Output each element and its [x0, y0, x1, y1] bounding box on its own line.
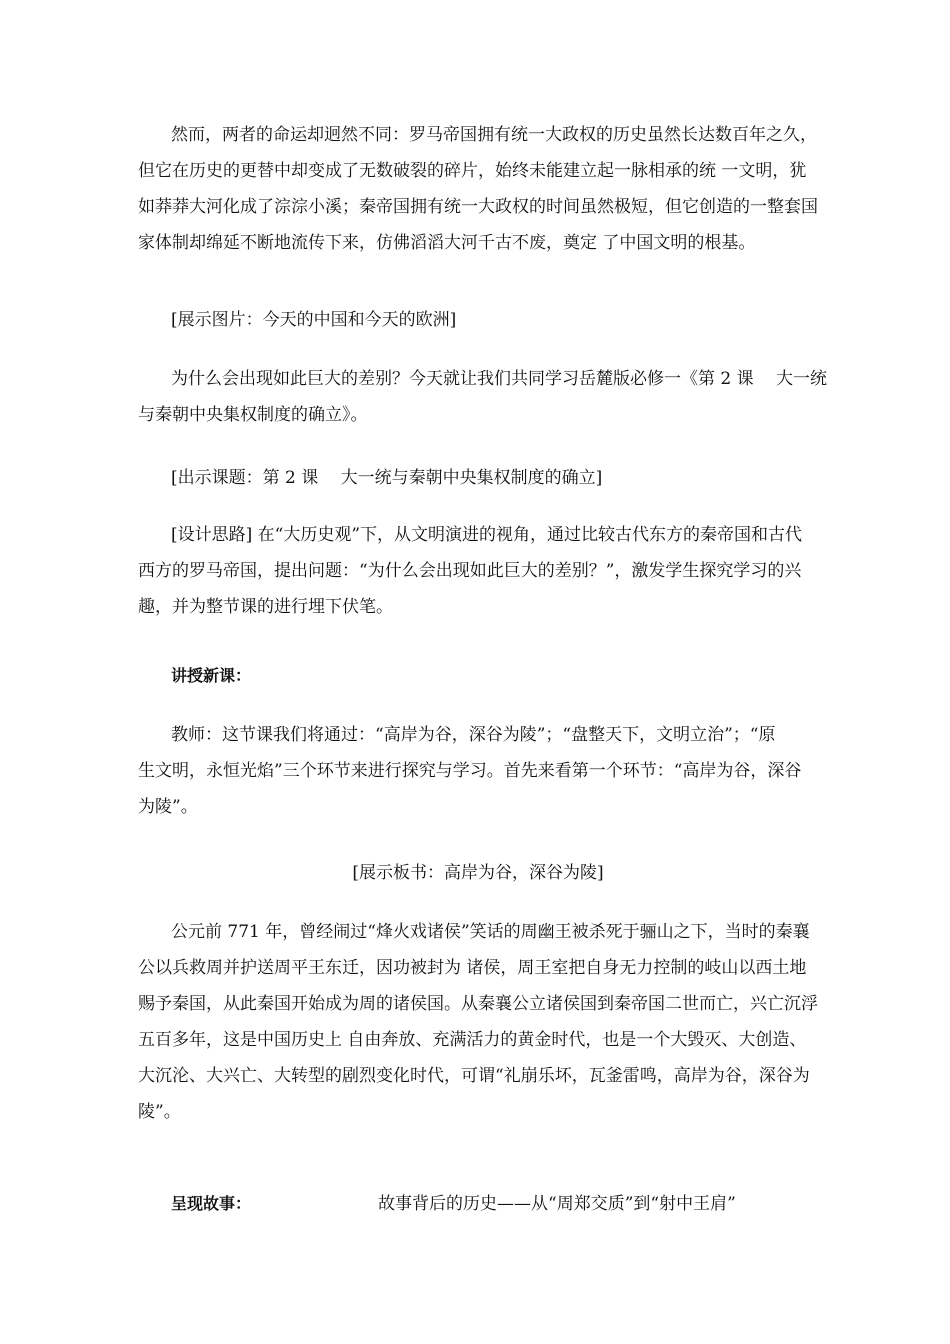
paragraph-history-771bc — [138, 914, 818, 1130]
text-line: 为什么会出现如此巨大的差别？今天就让我们共同学习岳麓版必修一《第 2 课 大一统 — [171, 369, 828, 389]
text-line: [设计思路] 在“大历史观”下，从文明演进的视角，通过比较古代东方的秦帝国和古代 — [171, 525, 803, 545]
text-line: 公元前 771 年，曾经闹过“烽火戏诸侯”笑话的周幽王被杀死于骊山之下，当时的秦襄 — [171, 922, 810, 942]
section-heading-new-lesson — [138, 658, 818, 694]
text-line: 赐予秦国，从此秦国开始成为周的诸侯国。从秦襄公立诸侯国到秦帝国二世而亡，兴亡沉浮 — [138, 994, 818, 1014]
text-line: 生文明，永恒光焰”三个环节来进行探究与学习。首先来看第一个环节：“高岸为谷，深谷 — [138, 761, 802, 781]
text-line: 公以兵救周并护送周平王东迁，因功被封为 诸侯，周王室把自身无力控制的岐山以西土地 — [138, 958, 807, 978]
story-label: 呈现故事： — [171, 1194, 252, 1213]
text-line: 大沉沦、大兴亡、大转型的剧烈变化时代，可谓“礼崩乐坏，瓦釜雷鸣，高岸为谷，深谷为 — [138, 1066, 810, 1086]
paragraph-board-note — [138, 855, 818, 891]
text-line: 五百多年，这是中国历史上 自由奔放、充满活力的黄金时代，也是一个大毁灭、大创造、 — [138, 1030, 807, 1050]
text-line: 教师：这节课我们将通过：“高岸为谷，深谷为陵”；“盘整天下，文明立治”；“原 — [171, 725, 776, 745]
text-line: 为陵”。 — [138, 797, 198, 817]
text-line: 与秦朝中央集权制度的确立》。 — [138, 405, 368, 425]
story-section — [171, 1186, 831, 1222]
text-line: 然而，两者的命运却迥然不同：罗马帝国拥有统一大政权的历史虽然长达数百年之久， — [171, 125, 817, 145]
paragraph-question-intro — [138, 361, 828, 433]
paragraph-lesson-title — [138, 460, 818, 496]
text-line: 陵”。 — [138, 1102, 181, 1122]
paragraph-fate-contrast — [138, 117, 818, 261]
text-line: 但它在历史的更替中却变成了无数破裂的碎片，始终未能建立起一脉相承的统 一文明，犹 — [138, 161, 807, 181]
paragraph-design-idea — [138, 517, 818, 625]
text-line: 家体制却绵延不断地流传下来，仿佛滔滔大河千古不废，奠定 了中国文明的根基。 — [138, 233, 756, 253]
text-line: [展示板书：高岸为谷，深谷为陵] — [352, 863, 604, 883]
paragraph-teacher-intro — [138, 717, 818, 825]
text-line: [展示图片：今天的中国和今天的欧洲] — [171, 310, 457, 330]
text-line: 趣，并为整节课的进行埋下伏笔。 — [138, 597, 393, 617]
heading-text: 讲授新课： — [171, 666, 252, 685]
text-line: 如莽莽大河化成了淙淙小溪；秦帝国拥有统一大政权的时间虽然极短，但它创造的一整套国 — [138, 197, 818, 217]
story-title: 故事背后的历史——从“周郑交质”到“射中王肩” — [378, 1194, 736, 1214]
text-line: [出示课题：第 2 课 大一统与秦朝中央集权制度的确立] — [171, 468, 603, 488]
paragraph-show-picture — [138, 302, 818, 338]
text-line: 西方的罗马帝国，提出问题：“为什么会出现如此巨大的差别？”，激发学生探究学习的兴 — [138, 561, 802, 581]
